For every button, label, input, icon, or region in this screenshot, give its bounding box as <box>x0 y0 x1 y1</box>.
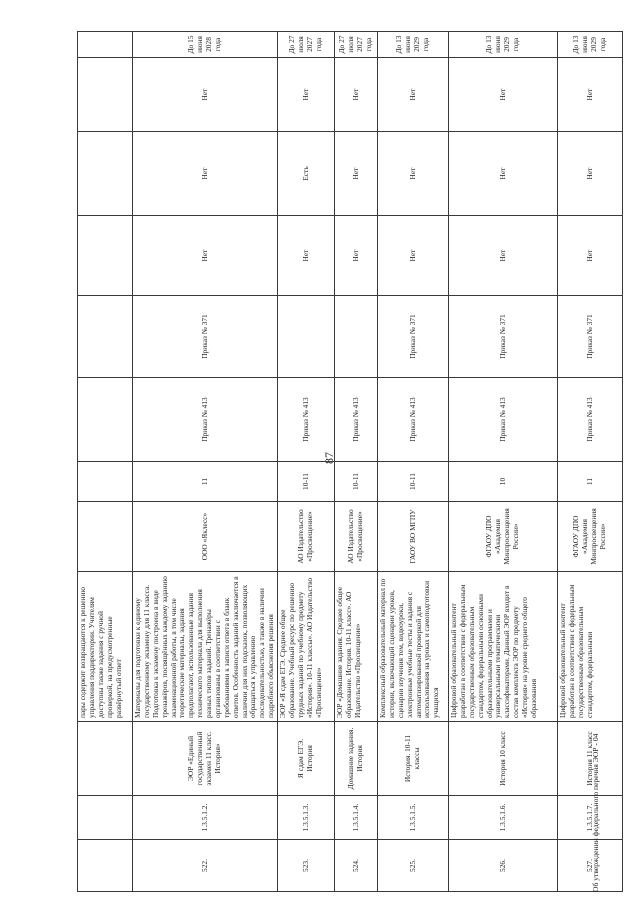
cell-c11: Нет <box>449 58 558 132</box>
cell-grade: 10 <box>449 462 558 502</box>
cell-num <box>78 840 133 892</box>
cell-desc: Материалы для подготовки к единому государственному экзамену для 11 класса. Подготовка к экзамену построена в виде тренажёров, посвящённых каждому заданию экзаменационной работы, в том числе теоретические материалы, задания предполагают, использованные задания технического материала для выполнения разных типов заданий. Тренажёры организованы в соответствии с требованиями к записи ответа в бланк ответов. Особенность заданий заключается в наличии для них подсказок, позволяющих обращаться к управлению последовательностью, а также в наличии подробного объяснения решения <box>133 572 278 722</box>
cell-name: Я сдам ЕГЭ. История <box>278 722 335 796</box>
cell-c11: Нет <box>558 58 623 132</box>
cell-code: 1.3.5.1.7. <box>558 796 623 840</box>
cell-name <box>78 722 133 796</box>
cell-order1: Приказ № 413 <box>558 378 623 462</box>
table-row <box>558 32 623 892</box>
cell-order1: Приказ № 413 <box>335 378 378 462</box>
cell-c10: Нет <box>335 132 378 216</box>
cell-desc: ЭОР «Я сдам ЕГЭ. Среднее общее образование. Учебный ресурс по решению трудных заданий по учебному предмету «История». 10-11 классы». АО Издательство «Просвещение» <box>278 572 335 722</box>
table-row <box>449 32 558 892</box>
cell-deadline: До 13 июня 2029 года <box>449 32 558 58</box>
cell-c10 <box>78 132 133 216</box>
cell-code: 1.3.5.1.5. <box>378 796 449 840</box>
cell-c10: Нет <box>133 132 278 216</box>
cell-grade <box>78 462 133 502</box>
cell-c11: Нет <box>378 58 449 132</box>
cell-deadline: До 15 июня 2028 года <box>133 32 278 58</box>
cell-c9: Нет <box>378 216 449 296</box>
cell-grade: 11 <box>558 462 623 502</box>
cell-num: 522. <box>133 840 278 892</box>
cell-c9: Нет <box>133 216 278 296</box>
eor-list-table <box>77 31 623 892</box>
cell-num: 524. <box>335 840 378 892</box>
cell-code: 1.3.5.1.4. <box>335 796 378 840</box>
cell-name: ЭОР «Единый государственный экзамен 11 класс. История» <box>133 722 278 796</box>
cell-desc: Комплексный образовательный материал по истории, включающий сценарии уроков, сценарии изучения тем, видеоуроки, электронные учебные тесты и задания с автоматизированной проверкой для использования на уроках и самоподготовки учащихся <box>378 572 449 722</box>
cell-code <box>78 796 133 840</box>
cell-num: 525. <box>378 840 449 892</box>
cell-num: 527. <box>558 840 623 892</box>
cell-deadline <box>78 32 133 58</box>
cell-c9: Нет <box>449 216 558 296</box>
footer-note: Об утверждении федерального перечня ЭОР - 04 <box>591 733 600 892</box>
page-number: 87 <box>322 452 336 464</box>
cell-desc: ЭОР «Домашние задания. Среднее общее образование. История. 10-11 класс». АО Издательство «Просвещение» <box>335 572 378 722</box>
rotated-table-wrapper <box>77 35 637 892</box>
cell-c11: Нет <box>278 58 335 132</box>
cell-order1: Приказ № 413 <box>378 378 449 462</box>
table-row <box>335 32 378 892</box>
cell-grade: 11 <box>133 462 278 502</box>
cell-name: История 10 класс <box>449 722 558 796</box>
cell-deadline: До 27 июля 2027 года <box>278 32 335 58</box>
table-row <box>278 32 335 892</box>
cell-c11 <box>78 58 133 132</box>
cell-order1: Приказ № 413 <box>449 378 558 462</box>
cell-publisher: ФГАОУ ДПО «Академия Минпросвещения России» <box>449 502 558 572</box>
cell-publisher: ГАОУ ВО МГПУ <box>378 502 449 572</box>
cell-c9: Нет <box>278 216 335 296</box>
cell-grade: 10-11 <box>378 462 449 502</box>
cell-name: История. 10-11 классы <box>378 722 449 796</box>
cell-c10: Есть <box>278 132 335 216</box>
cell-order1: Приказ № 413 <box>278 378 335 462</box>
cell-c10: Нет <box>558 132 623 216</box>
cell-order2 <box>278 296 335 378</box>
cell-desc: Цифровой образовательный контент разработан в соответствии с федеральным государственным образовательным стандартом, федеральными <box>558 572 623 722</box>
cell-grade: 10-11 <box>278 462 335 502</box>
cell-c9: Нет <box>558 216 623 296</box>
cell-order1 <box>78 378 133 462</box>
cell-publisher: ООО «Яклесс» <box>133 502 278 572</box>
cell-publisher: АО Издательство «Просвещение» <box>278 502 335 572</box>
cell-c11: Нет <box>335 58 378 132</box>
cell-order1: Приказ № 413 <box>133 378 278 462</box>
cell-num: 526. <box>449 840 558 892</box>
cell-deadline: До 27 июля 2027 года <box>335 32 378 58</box>
cell-order2: Приказ № 371 <box>449 296 558 378</box>
cell-name: История 11 класс <box>558 722 623 796</box>
cell-order2: Приказ № 371 <box>378 296 449 378</box>
cell-num: 523. <box>278 840 335 892</box>
cell-c10: Нет <box>449 132 558 216</box>
cell-code: 1.3.5.1.2. <box>133 796 278 840</box>
cell-desc: пары содержит возвращаются к решению управления поддиректории. Учителям доступны также задания с ручной проверкой, на предусмотренные развёрнутый ответ <box>78 572 133 722</box>
cell-c9: Нет <box>335 216 378 296</box>
cell-publisher <box>78 502 133 572</box>
cell-deadline: До 13 июня 2029 года <box>378 32 449 58</box>
cell-name: Домашние задания. История <box>335 722 378 796</box>
cell-order2: Приказ № 371 <box>133 296 278 378</box>
cell-order2 <box>78 296 133 378</box>
table-row <box>133 32 278 892</box>
cell-c9 <box>78 216 133 296</box>
cell-desc: Цифровой образовательный контент разработан в соответствии с федеральным государственным образовательным стандартом, федеральными основными образовательными программами и универсальными тематическими классификаторами. Данный ЭОР входит в состав комплекта ЭОР по предмету «История» на уровне среднего общего образования <box>449 572 558 722</box>
cell-c11: Нет <box>133 58 278 132</box>
table-row-continuation <box>78 32 133 892</box>
table-row <box>378 32 449 892</box>
cell-code: 1.3.5.1.6. <box>449 796 558 840</box>
cell-deadline: До 13 июня 2029 года <box>558 32 623 58</box>
cell-order2: Приказ № 371 <box>558 296 623 378</box>
cell-c10: Нет <box>378 132 449 216</box>
cell-order2 <box>335 296 378 378</box>
cell-publisher: ФГАОУ ДПО «Академия Минпросвещения России» <box>558 502 623 572</box>
cell-publisher: АО Издательство «Просвещение» <box>335 502 378 572</box>
cell-grade: 10-11 <box>335 462 378 502</box>
cell-code: 1.3.5.1.3. <box>278 796 335 840</box>
